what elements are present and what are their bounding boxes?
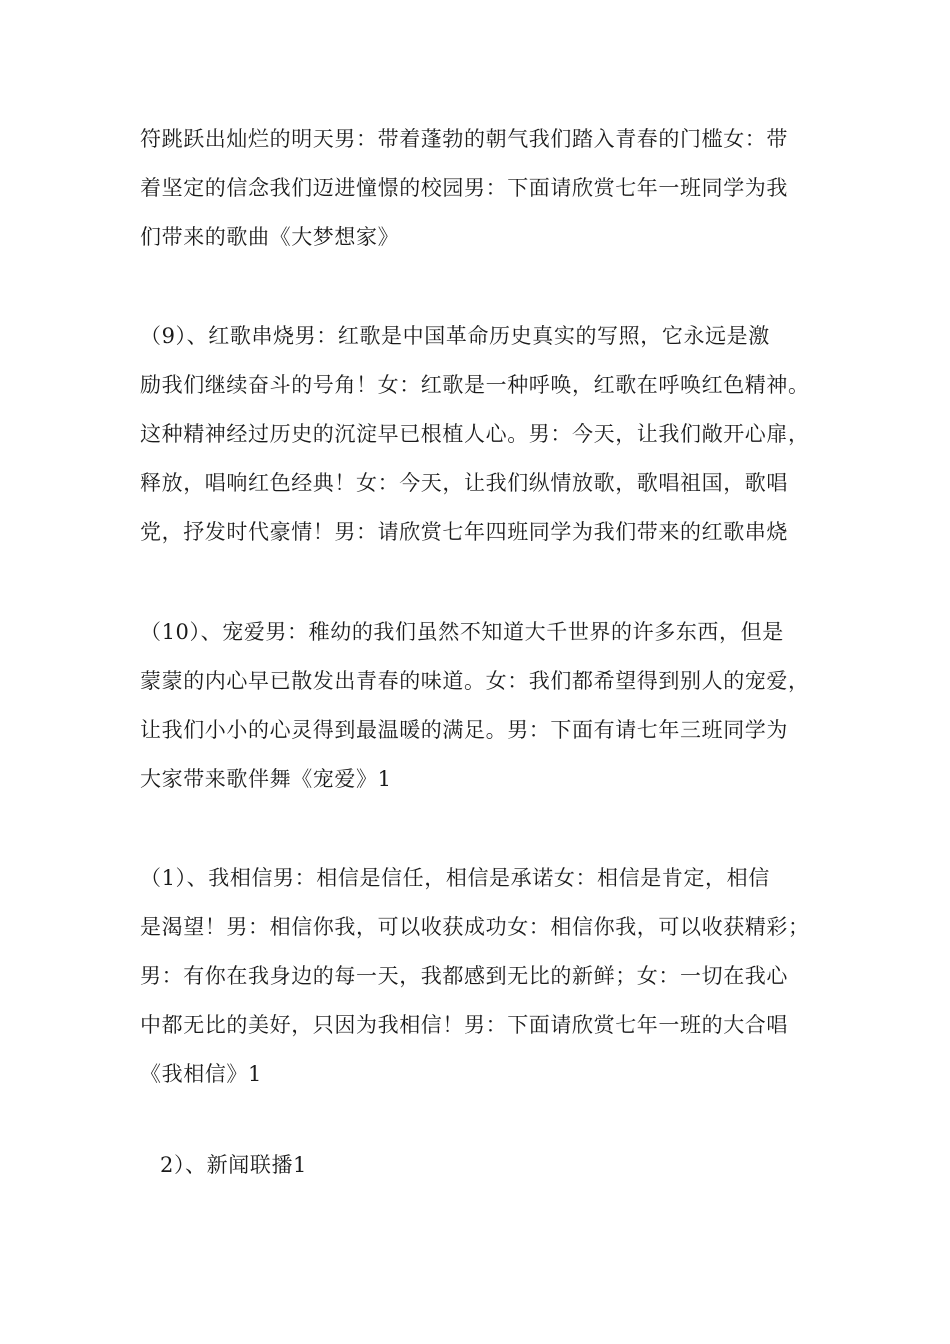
text-line: 党，抒发时代豪情！男：请欣赏七年四班同学为我们带来的红歌串烧 xyxy=(140,520,788,544)
text-line: 着坚定的信念我们迈进憧憬的校园男：下面请欣赏七年一班同学为我 xyxy=(140,176,788,200)
text-line: 让我们小小的心灵得到最温暖的满足。男：下面有请七年三班同学为 xyxy=(140,718,788,742)
text-line: 男：有你在我身边的每一天，我都感到无比的新鲜；女：一切在我心 xyxy=(140,964,788,988)
paragraph-item-10 xyxy=(140,608,820,804)
text-line: 这种精神经过历史的沉淀早已根植人心。男：今天，让我们敞开心扉， xyxy=(140,422,810,446)
text-line: （10）、宠爱男：稚幼的我们虽然不知道大千世界的许多东西，但是 xyxy=(140,620,784,644)
text-line: 们带来的歌曲《大梦想家》 xyxy=(140,225,400,249)
paragraph-item-1 xyxy=(140,854,820,1099)
text-line: 大家带来歌伴舞《宠爱》1 xyxy=(140,767,392,791)
text-line: 符跳跃出灿烂的明天男：带着蓬勃的朝气我们踏入青春的门槛女：带 xyxy=(140,127,788,151)
paragraph-opening xyxy=(140,115,820,262)
paragraph-item-2 xyxy=(160,1141,840,1190)
text-line: （9）、红歌串烧男：红歌是中国革命历史真实的写照，它永远是激 xyxy=(140,324,770,348)
text-line: 中都无比的美好，只因为我相信！男：下面请欣赏七年一班的大合唱 xyxy=(140,1013,788,1037)
text-line: 释放，唱响红色经典！女：今天，让我们纵情放歌，歌唱祖国，歌唱 xyxy=(140,471,788,495)
text-line: （1）、我相信男：相信是信任，相信是承诺女：相信是肯定，相信 xyxy=(140,866,770,890)
text-line: 蒙蒙的内心早已散发出青春的味道。女：我们都希望得到别人的宠爱， xyxy=(140,669,810,693)
text-line: 2）、新闻联播1 xyxy=(160,1153,308,1177)
paragraph-item-9 xyxy=(140,312,820,557)
text-line: 是渴望！男：相信你我，可以收获成功女：相信你我，可以收获精彩； xyxy=(140,915,810,939)
text-line: 励我们继续奋斗的号角！女：红歌是一种呼唤，红歌在呼唤红色精神。 xyxy=(140,373,810,397)
text-line: 《我相信》1 xyxy=(140,1062,262,1086)
